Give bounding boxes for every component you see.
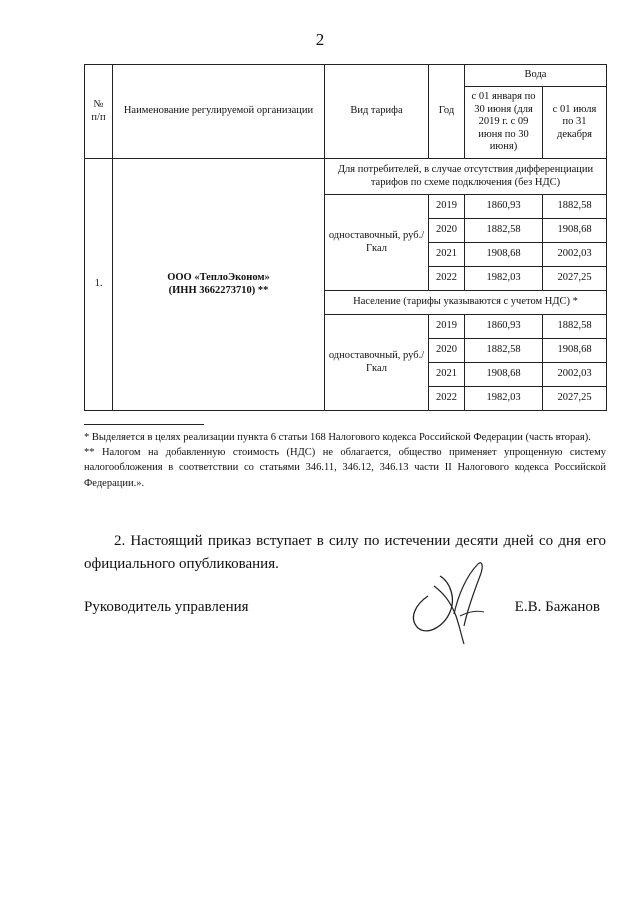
- table-cell-year: 2020: [429, 219, 465, 243]
- table-cell-value: 1882,58: [543, 195, 607, 219]
- section-1-title: Для потребителей, в случае отсутствия дифференциации тарифов по схеме подключения (без НДС): [325, 159, 607, 195]
- order-text: 2. Настоящий приказ вступает в силу по истечении десяти дней со дня его официального опубликования.: [84, 533, 606, 573]
- table-cell-year: 2021: [429, 363, 465, 387]
- row-number: 1.: [85, 159, 113, 411]
- table-cell-year: 2019: [429, 195, 465, 219]
- organization-name: ООО «ТеплоЭконом»: [167, 271, 270, 283]
- tariff-label-2: одноставочный, руб./Гкал: [325, 315, 429, 411]
- order-paragraph: [84, 530, 606, 577]
- section-2-title: Население (тарифы указываются с учетом НДС) *: [325, 291, 607, 315]
- table-cell-value: 1860,93: [465, 195, 543, 219]
- table-cell-year: 2020: [429, 339, 465, 363]
- footnotes: [84, 424, 606, 491]
- footnote-1: * Выделяется в целях реализации пункта 6 статьи 168 Налогового кодекса Российской Федерации (часть вторая).: [84, 432, 591, 443]
- table-cell-year: 2021: [429, 243, 465, 267]
- header-org: Наименование регулируемой организации: [113, 65, 325, 159]
- handwritten-signature: [398, 556, 498, 646]
- table-cell-value: 1908,68: [465, 363, 543, 387]
- table-cell-value: 1882,58: [543, 315, 607, 339]
- table-cell-value: 1860,93: [465, 315, 543, 339]
- signatory-name: Е.В. Бажанов: [514, 599, 600, 615]
- table-cell-value: 1882,58: [465, 219, 543, 243]
- table-cell-year: 2022: [429, 387, 465, 411]
- header-num: № п/п: [85, 65, 113, 159]
- table-cell-value: 1908,68: [465, 243, 543, 267]
- header-water: Вода: [465, 65, 607, 87]
- table-cell-value: 1908,68: [543, 219, 607, 243]
- table-cell-value: 2027,25: [543, 267, 607, 291]
- table-cell-value: 2002,03: [543, 243, 607, 267]
- header-period-2: с 01 июля по 31 декабря: [543, 87, 607, 159]
- table-cell-year: 2019: [429, 315, 465, 339]
- signatory-title: Руководитель управления: [84, 599, 249, 615]
- footnote-2: ** Налогом на добавленную стоимость (НДС) не облагается, общество применяет упрощенную систему налогообложения в соответствии со статьями 346.11, 346.12, 346.13 части II Налогового кодекса Российской Федерации.».: [84, 447, 606, 489]
- organization-cell: [113, 159, 325, 411]
- tariff-label-1: одноставочный, руб./Гкал: [325, 195, 429, 291]
- table-cell-value: 2027,25: [543, 387, 607, 411]
- table-cell-year: 2022: [429, 267, 465, 291]
- header-year: Год: [429, 65, 465, 159]
- organization-inn: (ИНН 3662273710) **: [168, 284, 269, 296]
- table-cell-value: 2002,03: [543, 363, 607, 387]
- tariff-table: [84, 64, 607, 411]
- table-cell-value: 1982,03: [465, 387, 543, 411]
- header-period-1: с 01 января по 30 июня (для 2019 г. с 09 июня по 30 июня): [465, 87, 543, 159]
- table-cell-value: 1982,03: [465, 267, 543, 291]
- page-number: 2: [315, 30, 325, 49]
- table-cell-value: 1908,68: [543, 339, 607, 363]
- header-tariff-type: Вид тарифа: [325, 65, 429, 159]
- table-cell-value: 1882,58: [465, 339, 543, 363]
